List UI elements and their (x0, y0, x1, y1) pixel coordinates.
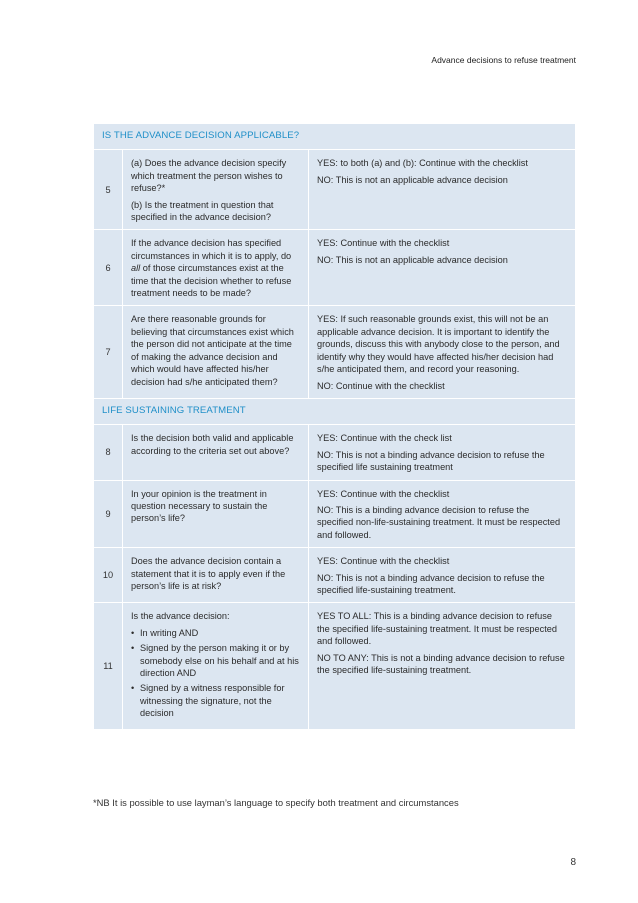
question-text: Is the advance decision: (131, 611, 230, 622)
question-cell (123, 230, 309, 306)
question-text: (b) Is the treatment in question that specified in the advance decision? (131, 199, 274, 223)
answer-no: NO: Continue with the checklist (317, 380, 445, 391)
checklist-row (94, 548, 576, 603)
answer-cell (309, 425, 576, 480)
answer-yes: YES: Continue with the checklist (317, 238, 450, 249)
checklist-row (94, 230, 576, 306)
section-heading: IS THE ADVANCE DECISION APPLICABLE? (94, 124, 576, 150)
question-text: In your opinion is the treatment in question necessary to sustain the person’s life? (131, 488, 268, 524)
list-item: • In writing AND (131, 627, 300, 639)
page-number: 8 (570, 857, 576, 868)
answer-no: NO: This is not an applicable advance decision (317, 254, 508, 265)
checklist-row (94, 306, 576, 398)
answer-yes: YES: Continue with the checklist (317, 488, 450, 499)
answer-yes: YES: Continue with the check list (317, 433, 452, 444)
answer-yes: YES TO ALL: This is a binding advance decision to refuse the specified life-sustaining treatment. It must be respected and followed. (317, 611, 558, 647)
answer-yes: YES: If such reasonable grounds exist, this will not be an applicable advance decision. It is important to identify the grounds, discuss this with anybody close to the person, and identify why they would have affected his/her decision had s/he anticipated them, and record your reasoning. (317, 314, 560, 375)
row-number: 6 (94, 230, 123, 306)
row-number: 7 (94, 306, 123, 398)
checklist-row (94, 603, 576, 729)
question-text: If the advance decision has specified circumstances in which it is to apply, do all of those circumstances exist at the time that the decision whether to refuse treatment needs to be made? (131, 238, 292, 299)
footnote: *NB It is possible to use layman’s language to specify both treatment and circumstances (93, 797, 459, 808)
question-text: Is the decision both valid and applicable according to the criteria set out above? (131, 433, 294, 456)
question-cell (123, 425, 309, 480)
question-cell (123, 306, 309, 398)
criteria-list (131, 627, 300, 720)
answer-no: NO: This is a binding advance decision to refuse the specified non-life-sustaining treatment. It must be respected and followed. (317, 504, 561, 540)
answer-cell (309, 150, 576, 230)
question-cell (123, 548, 309, 603)
running-header: Advance decisions to refuse treatment (431, 55, 576, 65)
row-number: 8 (94, 425, 123, 480)
checklist-row (94, 425, 576, 480)
answer-cell (309, 603, 576, 729)
list-item: • Signed by the person making it or by somebody else on his behalf and at his direction AND (131, 642, 300, 679)
row-number: 10 (94, 548, 123, 603)
checklist-row (94, 150, 576, 230)
answer-cell (309, 548, 576, 603)
question-text: (a) Does the advance decision specify which treatment the person wishes to refuse?* (131, 158, 287, 194)
answer-cell (309, 306, 576, 398)
answer-no: NO: This is not a binding advance decision to refuse the specified life-sustaining treatment. (317, 572, 545, 595)
question-text: Are there reasonable grounds for believing that circumstances exist which the person did not anticipate at the time of making the advance decision and which would have affected his/her decision had s/he anticipated them? (131, 314, 294, 387)
question-cell (123, 150, 309, 230)
emphasis-text: all (131, 263, 141, 274)
answer-cell (309, 480, 576, 548)
section-heading-row (94, 398, 576, 424)
section-heading: LIFE SUSTAINING TREATMENT (94, 398, 576, 424)
answer-no: NO: This is not a binding advance decision to refuse the specified life sustaining treatment (317, 449, 545, 473)
row-number: 9 (94, 480, 123, 548)
answer-yes: YES: Continue with the checklist (317, 556, 450, 567)
answer-no: NO TO ANY: This is not a binding advance decision to refuse the specified life-sustaining treatment. (317, 652, 565, 675)
answer-no: NO: This is not an applicable advance decision (317, 174, 508, 185)
row-number: 5 (94, 150, 123, 230)
row-number: 11 (94, 603, 123, 729)
answer-yes: YES: to both (a) and (b): Continue with the checklist (317, 158, 528, 169)
question-cell (123, 480, 309, 548)
question-text: Does the advance decision contain a statement that it is to apply even if the person’s life is at risk? (131, 556, 286, 591)
checklist-row (94, 480, 576, 548)
answer-cell (309, 230, 576, 306)
list-item: • Signed by a witness responsible for witnessing the signature, not the decision (131, 682, 300, 719)
checklist-table (93, 123, 576, 730)
question-cell (123, 603, 309, 729)
section-heading-row (94, 124, 576, 150)
